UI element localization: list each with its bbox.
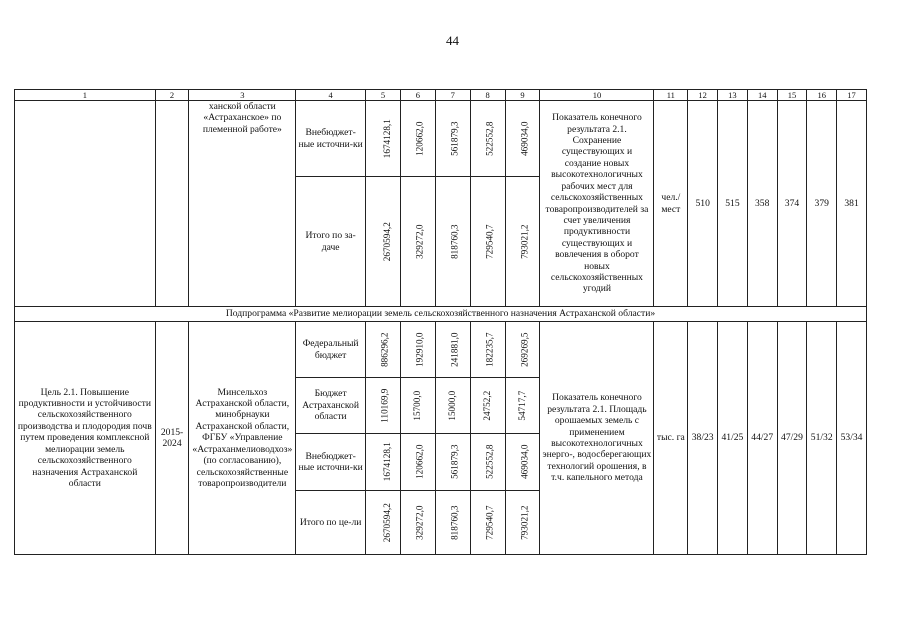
column-number: 5 xyxy=(366,90,401,101)
unit-cell: тыс. га xyxy=(654,322,688,555)
subprogram-row xyxy=(15,307,867,322)
value-cell xyxy=(470,434,505,491)
value-cell xyxy=(400,177,435,307)
column-number: 10 xyxy=(540,90,654,101)
value-text: 269269,5 xyxy=(519,332,530,367)
value-cell xyxy=(470,101,505,177)
value-cell xyxy=(366,177,401,307)
value-text: 1674128,1 xyxy=(381,442,392,482)
funding-source-cell: Внебюджет-ные источни-ки xyxy=(296,434,366,491)
value-cell xyxy=(505,101,540,177)
unit-cell: чел./мест xyxy=(654,101,688,307)
year-value-cell: 379 xyxy=(807,101,837,307)
value-cell xyxy=(400,491,435,555)
executor-cell: Минсельхоз Астраханской области, минобрнауки Астраханской области, ФГБУ «Управление «Астраханмелиоводхоз» (по согласованию), сельскохозяйственные товаропроизводители xyxy=(189,322,296,555)
value-text: 120662,0 xyxy=(414,121,425,156)
year-value-cell: 381 xyxy=(837,101,867,307)
value-cell xyxy=(505,434,540,491)
value-cell xyxy=(505,378,540,434)
value-text: 561879,3 xyxy=(449,121,460,156)
value-text: 522552,8 xyxy=(484,121,495,156)
value-cell xyxy=(366,322,401,378)
value-text: 329272,0 xyxy=(414,224,425,259)
value-text: 561879,3 xyxy=(449,444,460,480)
value-cell xyxy=(400,101,435,177)
value-cell xyxy=(470,491,505,555)
value-cell xyxy=(435,177,470,307)
value-text: 522552,8 xyxy=(484,444,495,480)
column-number: 4 xyxy=(296,90,366,101)
value-text: 469034,0 xyxy=(519,121,530,156)
funding-source-cell: Бюджет Астраханской области xyxy=(296,378,366,434)
column-number: 11 xyxy=(654,90,688,101)
value-cell xyxy=(400,434,435,491)
value-cell xyxy=(366,101,401,177)
value-cell xyxy=(470,322,505,378)
program-table xyxy=(14,89,867,555)
year-value-cell: 515 xyxy=(718,101,748,307)
value-text: 886296,2 xyxy=(379,332,390,367)
value-text: 24752,2 xyxy=(481,390,492,421)
value-cell xyxy=(435,378,470,434)
year-value-cell: 510 xyxy=(688,101,718,307)
executor-cell: ханской области «Астраханское» по племенной работе» xyxy=(189,101,296,307)
value-text: 793021,2 xyxy=(519,505,530,540)
column-number: 9 xyxy=(505,90,540,101)
indicator-cell: Показатель конечного результата 2.1. Сохранение существующих и создание новых высокотехнологичных рабочих мест для сельскохозяйственных товаропроизводителей за счет увеличения продуктивности существующих и вовлечения в оборот новых сельскохозяйственных угодий xyxy=(540,101,654,307)
column-number: 2 xyxy=(155,90,189,101)
value-text: 2670594,2 xyxy=(381,502,392,543)
value-text: 54717,7 xyxy=(516,390,527,421)
value-cell xyxy=(505,491,540,555)
subprogram-title: Подпрограмма «Развитие мелиорации земель сельскохозяйственного назначения Астраханской области» xyxy=(15,307,867,322)
table-row xyxy=(15,101,867,177)
year-value-cell: 374 xyxy=(777,101,807,307)
column-number: 7 xyxy=(435,90,470,101)
funding-source-cell: Внебюджет-ные источни-ки xyxy=(296,101,366,177)
goal-cell: Цель 2.1. Повышение продуктивности и устойчивости сельскохозяйственного производства и плодородия почв путем проведения комплексной мелиорации земель сельскохозяйственного назначения Астраханской области xyxy=(15,322,156,555)
year-value-cell: 41/25 xyxy=(718,322,748,555)
year-value-cell: 44/27 xyxy=(747,322,777,555)
value-text: 241881,0 xyxy=(449,332,460,367)
column-number: 17 xyxy=(837,90,867,101)
funding-source-cell: Федеральный бюджет xyxy=(296,322,366,378)
value-cell xyxy=(400,378,435,434)
value-text: 329272,0 xyxy=(414,505,425,540)
value-cell xyxy=(435,491,470,555)
value-text: 120662,0 xyxy=(414,444,425,480)
column-number: 1 xyxy=(15,90,156,101)
value-cell xyxy=(366,378,401,434)
year-value-cell: 38/23 xyxy=(688,322,718,555)
column-numbers-row xyxy=(15,90,867,101)
table-row xyxy=(15,322,867,378)
period-cell: 2015-2024 xyxy=(155,322,189,555)
value-cell xyxy=(435,101,470,177)
value-cell xyxy=(470,177,505,307)
column-number: 8 xyxy=(470,90,505,101)
column-number: 16 xyxy=(807,90,837,101)
value-text: 182235,7 xyxy=(484,332,495,367)
value-text: 729540,7 xyxy=(484,505,495,540)
value-text: 15700,0 xyxy=(412,390,423,421)
value-text: 110169,9 xyxy=(379,388,390,423)
value-text: 2670594,2 xyxy=(381,221,392,262)
column-number: 13 xyxy=(718,90,748,101)
value-text: 729540,7 xyxy=(484,224,495,259)
period-cell-empty xyxy=(155,101,189,307)
value-cell xyxy=(366,491,401,555)
funding-source-cell: Итого по це-ли xyxy=(296,491,366,555)
value-text: 15000,0 xyxy=(447,390,458,421)
value-cell xyxy=(435,322,470,378)
year-value-cell: 53/34 xyxy=(837,322,867,555)
value-cell xyxy=(400,322,435,378)
value-text: 192910,0 xyxy=(414,332,425,367)
value-text: 469034,0 xyxy=(519,444,530,480)
value-cell xyxy=(435,434,470,491)
column-number: 15 xyxy=(777,90,807,101)
page-number: 44 xyxy=(446,33,459,48)
column-number: 14 xyxy=(747,90,777,101)
value-text: 818760,3 xyxy=(449,224,460,259)
column-number: 6 xyxy=(400,90,435,101)
year-value-cell: 51/32 xyxy=(807,322,837,555)
year-value-cell: 47/29 xyxy=(777,322,807,555)
funding-source-cell: Итого по за-даче xyxy=(296,177,366,307)
goal-cell-empty xyxy=(15,101,156,307)
value-text: 793021,2 xyxy=(519,224,530,259)
indicator-cell: Показатель конечного результата 2.1. Площадь орошаемых земель с применением высокотехнологичных энерго-, водосберегающих технологий орошения, в т.ч. капельного метода xyxy=(540,322,654,555)
value-cell xyxy=(505,177,540,307)
value-text: 1674128,1 xyxy=(381,118,392,159)
value-cell xyxy=(505,322,540,378)
value-cell xyxy=(470,378,505,434)
column-number: 3 xyxy=(189,90,296,101)
value-cell xyxy=(366,434,401,491)
value-text: 818760,3 xyxy=(449,505,460,540)
year-value-cell: 358 xyxy=(747,101,777,307)
column-number: 12 xyxy=(688,90,718,101)
